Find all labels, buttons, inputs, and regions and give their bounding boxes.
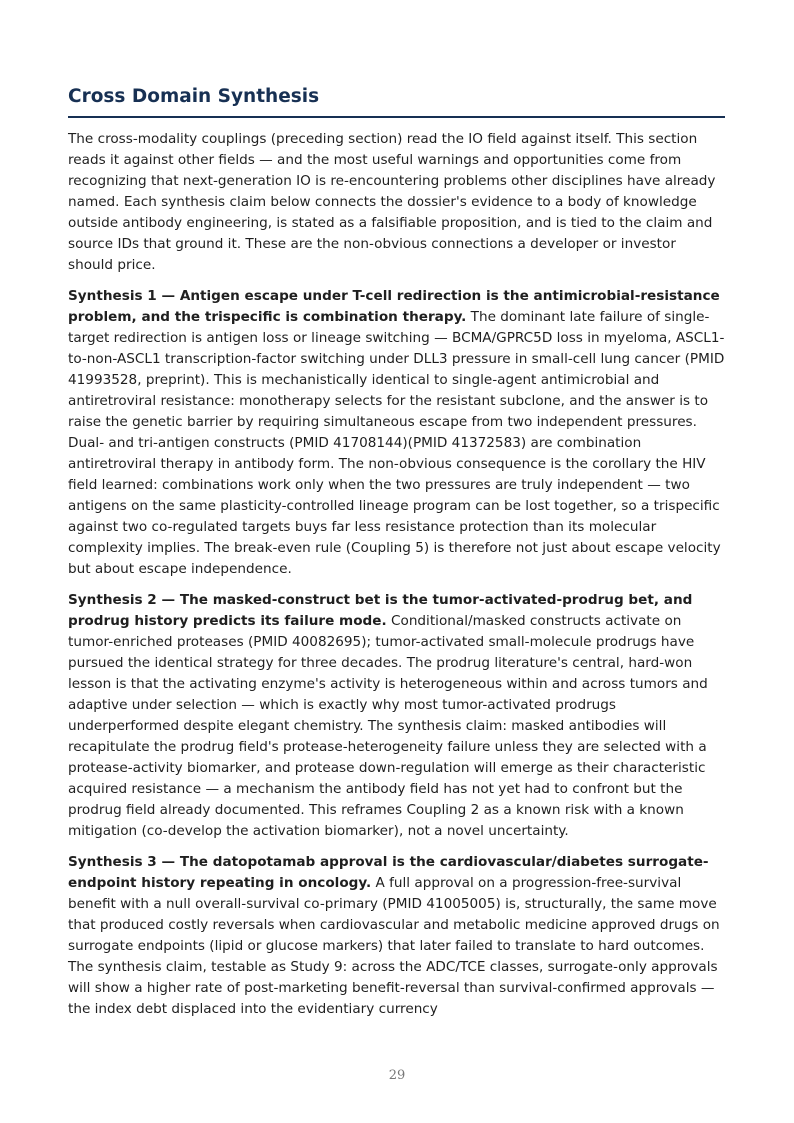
intro-paragraph: The cross-modality couplings (preceding section) read the IO field against itself. This section reads it against other fields — and the most useful warnings and opportunities come from recognizing that next-generation IO is re-encountering problems other disciplines have already named. Each synthesis claim below connects the dossier's evidence to a body of knowledge outside antibody engineering, is stated as a falsifiable proposition, and is tied to the claim and source IDs that ground it. These are the non-obvious connections a developer or investor should price. (68, 131, 716, 273)
section-title: Cross Domain Synthesis (68, 84, 725, 118)
synthesis-2-heading: Synthesis 2 — The masked-construct bet is the tumor-activated-prodrug bet, and prodrug history predicts its failure mode. (68, 592, 693, 629)
synthesis-1-heading: Synthesis 1 — Antigen escape under T-cell redirection is the antimicrobial-resistance problem, and the trispecific is combination therapy. (68, 288, 720, 325)
synthesis-1-body: The dominant late failure of single-target redirection is antigen loss or lineage switching — BCMA/GPRC5D loss in myeloma, ASCL1-to-non-ASCL1 transcription-factor switching under DLL3 pressure in small-cell lung cancer (PMID 41993528, preprint). This is mechanistically identical to single-agent antimicrobial and antiretroviral resistance: monotherapy selects for the resistant subclone, and the answer is to raise the genetic barrier by requiring simultaneous escape from two independent pressures. Dual- and tri-antigen constructs (PMID 41708144)(PMID 41372583) are combination antiretroviral therapy in antibody form. The non-obvious consequence is the corollary the HIV field learned: combinations work only when the two pressures are truly independent — two antigens on the same plasticity-controlled lineage program can be lost together, so a trispecific against two co-regulated targets buys far less resistance protection than its molecular complexity implies. The break-even rule (Coupling 5) is therefore not just about escape velocity but about escape independence. (68, 309, 725, 577)
page-content (68, 84, 725, 1020)
synthesis-3-body: A full approval on a progression-free-survival benefit with a null overall-survival co-primary (PMID 41005005) is, structurally, the same move that produced costly reversals when cardiovascular and metabolic medicine approved drugs on surrogate endpoints (lipid or glucose markers) that later failed to translate to hard outcomes. The synthesis claim, testable as Study 9: across the ADC/TCE classes, surrogate-only approvals will show a higher rate of post-marketing benefit-reversal than survival-confirmed approvals — the index debt displaced into the evidentiary currency (68, 875, 720, 1017)
synthesis-2-body: Conditional/masked constructs activate on tumor-enriched proteases (PMID 40082695); tumor-activated small-molecule prodrugs have pursued the identical strategy for three decades. The prodrug literature's central, hard-won lesson is that the activating enzyme's activity is heterogeneous within and across tumors and adaptive under selection — which is exactly why most tumor-activated prodrugs underperformed despite elegant chemistry. The synthesis claim: masked antibodies will recapitulate the prodrug field's protease-heterogeneity failure unless they are selected with a protease-activity biomarker, and protease down-regulation will emerge as their characteristic acquired resistance — a mechanism the antibody field has not yet had to confront but the prodrug field already documented. This reframes Coupling 2 as a known risk with a known mitigation (co-develop the activation biomarker), not a novel uncertainty. (68, 613, 708, 839)
synthesis-3-paragraph (68, 852, 725, 1020)
page-number: 29 (388, 1068, 406, 1083)
synthesis-3-heading: Synthesis 3 — The datopotamab approval is the cardiovascular/diabetes surrogate-endpoint history repeating in oncology. (68, 854, 709, 891)
synthesis-2-paragraph (68, 590, 725, 842)
synthesis-1-paragraph (68, 286, 725, 580)
